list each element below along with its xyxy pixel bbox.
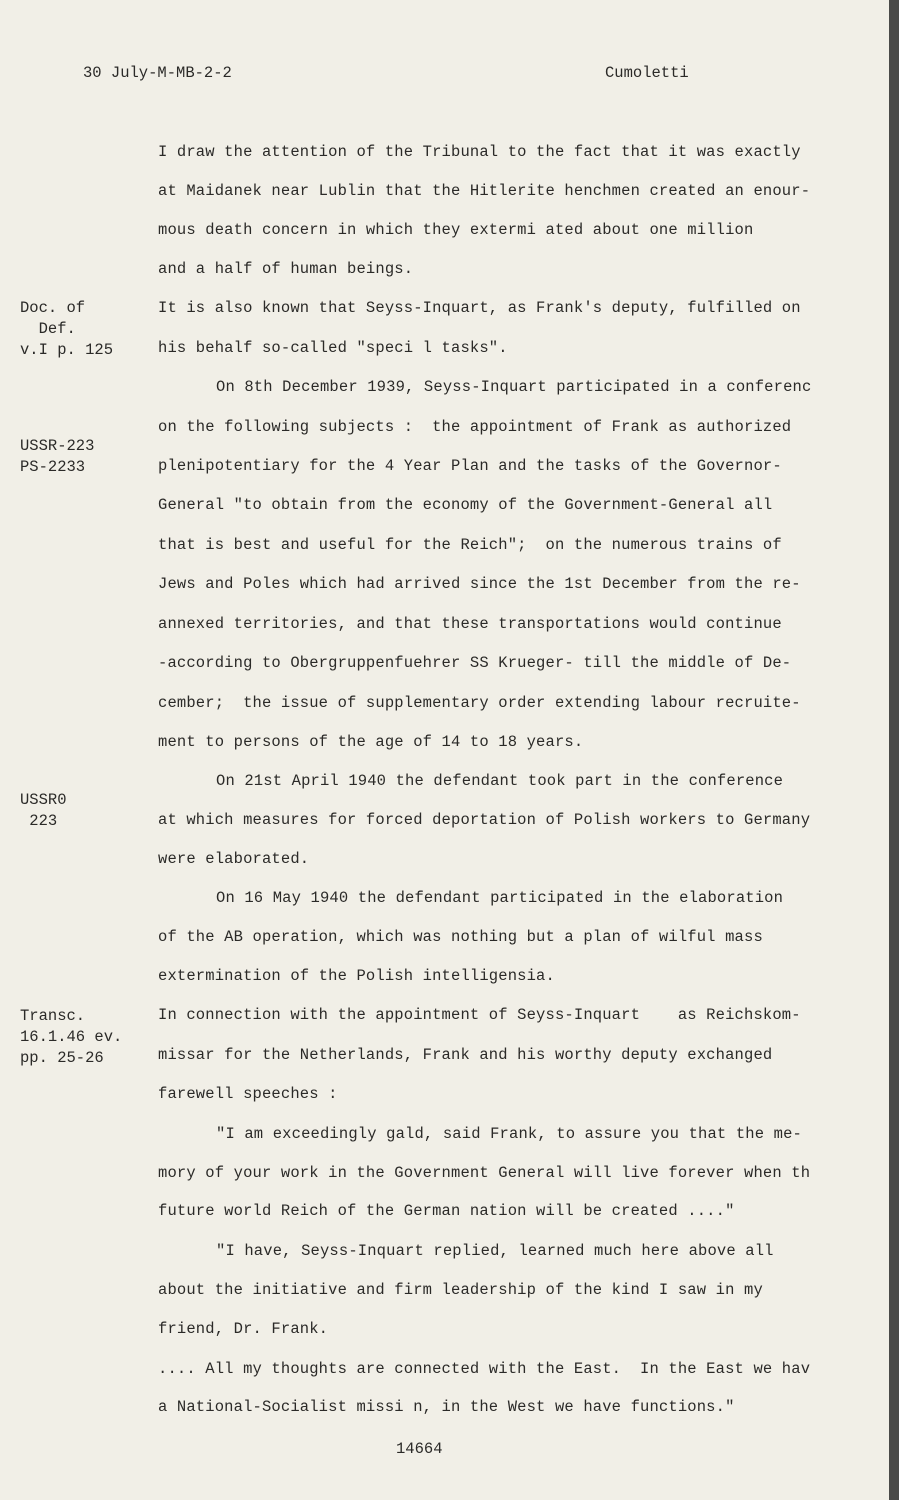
margin-note: Transc. 16.1.46 ev. pp. 25-26 (20, 1007, 123, 1067)
text-line: on the following subjects : the appointment of Frank as authorized (158, 418, 792, 436)
text-line: On 16 May 1940 the defendant participated in the elaboration (216, 889, 784, 907)
text-line: "I have, Seyss-Inquart replied, learned much here above all (216, 1242, 774, 1260)
text-line: at Maidanek near Lublin that the Hitlerite henchmen created an enour- (158, 182, 811, 200)
text-line: friend, Dr. Frank. (158, 1320, 329, 1338)
text-line: Jews and Poles which had arrived since the 1st December from the re- (158, 575, 801, 593)
text-line: ment to persons of the age of 14 to 18 years. (158, 733, 584, 751)
text-line: that is best and useful for the Reich"; on the numerous trains of (158, 536, 782, 554)
text-line: of the AB operation, which was nothing but a plan of wilful mass (158, 928, 763, 946)
text-line: General "to obtain from the economy of the Government-General all (158, 496, 773, 514)
text-line: .... All my thoughts are connected with the East. In the East we hav (158, 1360, 811, 1378)
text-line: cember; the issue of supplementary order extending labour recruite- (158, 694, 801, 712)
text-line: and a half of human beings. (158, 260, 414, 278)
text-line: In connection with the appointment of Seyss-Inquart as Reichskom- (158, 1006, 801, 1024)
text-line: "I am exceedingly gald, said Frank, to assure you that the me- (216, 1125, 802, 1143)
text-line: his behalf so-called "speci l tasks". (158, 339, 508, 357)
page-number: 14664 (396, 1440, 443, 1458)
text-line: mous death concern in which they extermi ated about one million (158, 221, 754, 239)
margin-note: Doc. of Def. v.I p. 125 (20, 299, 114, 359)
text-line: extermination of the Polish intelligensia. (158, 967, 555, 985)
text-line: were elaborated. (158, 850, 310, 868)
text-line: On 8th December 1939, Seyss-Inquart participated in a conferenc (216, 378, 812, 396)
margin-note: USSR0 223 (20, 791, 67, 830)
header-name: Cumoletti (605, 64, 689, 82)
text-line: about the initiative and firm leadership of the kind I saw in my (158, 1281, 763, 1299)
text-line: annexed territories, and that these transportations would continue (158, 615, 782, 633)
text-line: plenipotentiary for the 4 Year Plan and the tasks of the Governor- (158, 457, 782, 475)
text-line: a National-Socialist missi n, in the West we have functions." (158, 1398, 735, 1416)
text-line: On 21st April 1940 the defendant took part in the conference (216, 772, 784, 790)
text-line: mory of your work in the Government General will live forever when th (158, 1164, 811, 1182)
margin-note: USSR-223 PS-2233 (20, 437, 95, 476)
text-line: future world Reich of the German nation will be created ...." (158, 1202, 735, 1220)
text-line: -according to Obergruppenfuehrer SS Krueger- till the middle of De- (158, 654, 792, 672)
header-reference: 30 July-M-MB-2-2 (83, 64, 232, 82)
text-line: farewell speeches : (158, 1085, 338, 1103)
page-edge (889, 0, 899, 1500)
text-line: at which measures for forced deportation of Polish workers to Germany (158, 811, 811, 829)
text-line: I draw the attention of the Tribunal to the fact that it was exactly (158, 143, 801, 161)
text-line: missar for the Netherlands, Frank and his worthy deputy exchanged (158, 1046, 773, 1064)
text-line: It is also known that Seyss-Inquart, as Frank's deputy, fulfilled on (158, 299, 801, 317)
